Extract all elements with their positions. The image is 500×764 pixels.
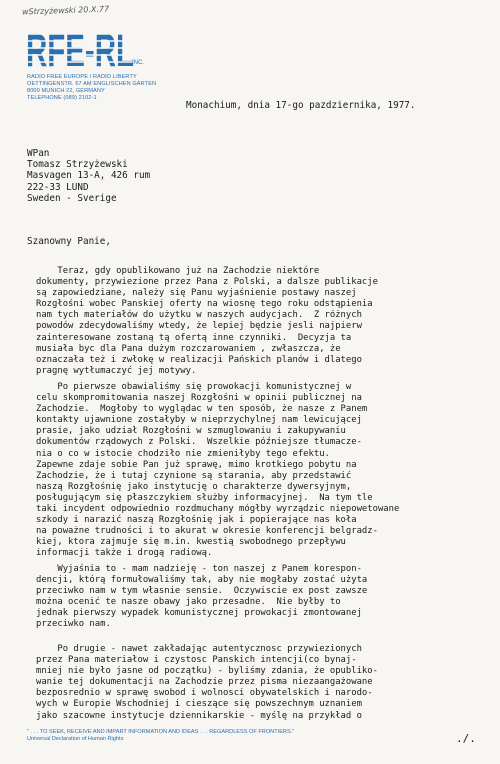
text-line: wanie tej dokumentacji na Zachodzie przez pisma niezaangażowane	[36, 677, 373, 688]
text-line: Rozgłośni wobec Panskiej oferty na wiosnę tego roku odstąpienia	[36, 299, 373, 310]
logo-suffix: INC.	[132, 60, 144, 66]
quote-line: " . . . TO SEEK, RECEIVE AND IMPART INFORMATION AND IDEAS . . . REGARDLESS OF FRONTIERS."	[27, 729, 295, 735]
text-line: Zapewne zdaje sobie Pan już sprawę, mimo krotkiego pobytu na	[36, 459, 357, 470]
text-line: oznaczała też i zwłokę w realizacji Pańskich planów i dlatego	[36, 354, 362, 365]
paragraph-3	[36, 564, 367, 631]
paragraph-4	[36, 644, 378, 722]
text-line: mniej nie było jasne od początku) - byliśmy zdania, że opubliko-	[36, 666, 378, 677]
text-line: posługującym się płaszczykiem służby informacyjnej. Na tym tle	[36, 492, 373, 503]
recipient-line: Tomasz Strzyżewski	[27, 159, 128, 171]
text-line: Teraz, gdy opublikowano już na Zachodzie niektóre	[36, 266, 320, 276]
text-line: kontakty ujawnione zostałyby w nieprzychylnej nam lewicującej	[36, 415, 362, 426]
text-line: Wyjaśnia to - mam nadzieję - ton naszej z Panem korespon-	[36, 564, 362, 574]
text-line: bezposrednio w sprawę swobod i wolnosci obywatelskich i narodo-	[36, 688, 373, 699]
recipient-line: Sweden - Sverige	[27, 192, 117, 204]
text-line: szkody i narazić naszą Rozgłośnię jak i popierające nas koła	[36, 515, 357, 526]
address-line: 8000 MUNICH 22, GERMANY	[27, 88, 105, 94]
letter-dateline: Monachium, dnia 17-go pazdziernika, 1977.	[186, 100, 416, 111]
text-line: powodów zdecydowaliśmy wtedy, że lepiej będzie jesli najpierw	[36, 321, 362, 332]
text-line: musiała byc dla Pana dużym rozczarowaniem , zwłaszcza, że	[36, 343, 341, 354]
text-line: pragnę wytłumaczyć jej motywy.	[36, 365, 197, 376]
text-line: kiej, ktora zajmuje się m.in. kwestią swobodnego przepływu	[36, 537, 346, 548]
text-line: dokumenty, przywiezione przez Pana z Polski, a dalsze publikacje	[36, 277, 378, 288]
text-line: Zachodzie. Mogłoby to wyglądac w ten sposób, że nasze z Panem	[36, 404, 368, 415]
text-line: taki incydent odpowiednio rozdmuchany mógłby wyrządzic niepowetowane	[36, 504, 400, 515]
text-line: jednak pierwszy wypadek komunistycznej prowokacji zmontowanej	[36, 608, 362, 619]
text-line: Po pierwsze obawialiśmy się prowokacji komunistycznej w	[36, 382, 352, 392]
text-line: zainteresowane zostaną tą ofertą inne czynniki. Decyzja ta	[36, 332, 352, 343]
text-line: nam tych materiałów do użytku w naszych audycjach. Z różnych	[36, 310, 362, 321]
address-line: OETTINGENSTR. 67 AM ENGLISCHEN GARTEN	[27, 81, 157, 87]
text-line: nia o co w istocie chodziło nie zmieniłyby tego efektu.	[36, 448, 330, 459]
continuation-mark: ./.	[456, 732, 476, 745]
quote-source: Universal Declaration of Human Rights	[27, 736, 124, 742]
text-line: informacji także i drogą radiową.	[36, 548, 213, 559]
text-line: dencji, którą formułowaliśmy tak, aby nie mogłaby zostać użyta	[36, 575, 368, 586]
recipient-address	[27, 148, 150, 204]
text-line: można ocenić te nasze obawy jako przesadne. Nie byłby to	[36, 597, 341, 608]
address-line: RADIO FREE EUROPE / RADIO LIBERTY	[27, 74, 137, 80]
text-line: Po drugie - nawet zakładając autentycznosc przywiezionych	[36, 644, 362, 654]
text-line: przez Pana materiałow i czystosc Panskich intencji(co bynaj-	[36, 655, 357, 666]
logo-text: RFE-RL	[26, 24, 134, 74]
footer-quote	[27, 729, 294, 743]
text-line: prasie, jako udział Rozgłośni w szmuglowaniu i zakupywaniu	[36, 426, 346, 437]
text-line: dokumentów rządowych z Polski. Wszelkie późniejsze tłumacze-	[36, 437, 362, 448]
recipient-line: WPan	[27, 148, 50, 159]
recipient-line: 222-33 LUND	[27, 181, 89, 193]
paragraph-2	[36, 382, 399, 560]
text-line: wych w Europie Wschodniej i cieszące się powszechnym uznaniem	[36, 699, 362, 710]
text-line: na poważne trudności i to akurat w okresie konferencji belgradz-	[36, 526, 378, 537]
paragraph-1	[36, 266, 378, 377]
text-line: Zachodzie, że i tutaj czynione są starania, aby przedstawić	[36, 470, 352, 481]
text-line: celu skompromitowania naszej Rozgłośni w opinii publicznej na	[36, 393, 362, 404]
text-line: przeciwko nam.	[36, 619, 111, 630]
letterhead-address	[27, 74, 156, 102]
text-line: jako szacowne instytucje dziennikarskie - myślę na przykład o	[36, 710, 362, 721]
text-line: są zapowiedziane, należy się Panu wyjaśnienie postawy naszej	[36, 288, 357, 299]
handwritten-annotation: wStrzyżewski 20.X.77	[21, 4, 110, 17]
text-line: naszą Rozgłośnię jako instytucję o charakterze dywersyjnym,	[36, 481, 352, 492]
text-line: przeciwko nam w tym własnie sensie. Oczywiscie ex post zawsze	[36, 586, 368, 597]
rfe-rl-logo	[26, 22, 136, 74]
address-line: TELEPHONE (089) 2102-1	[27, 95, 97, 101]
salutation: Szanowny Panie,	[27, 236, 111, 247]
recipient-line: Masvagen 13-A, 426 rum	[27, 170, 151, 182]
